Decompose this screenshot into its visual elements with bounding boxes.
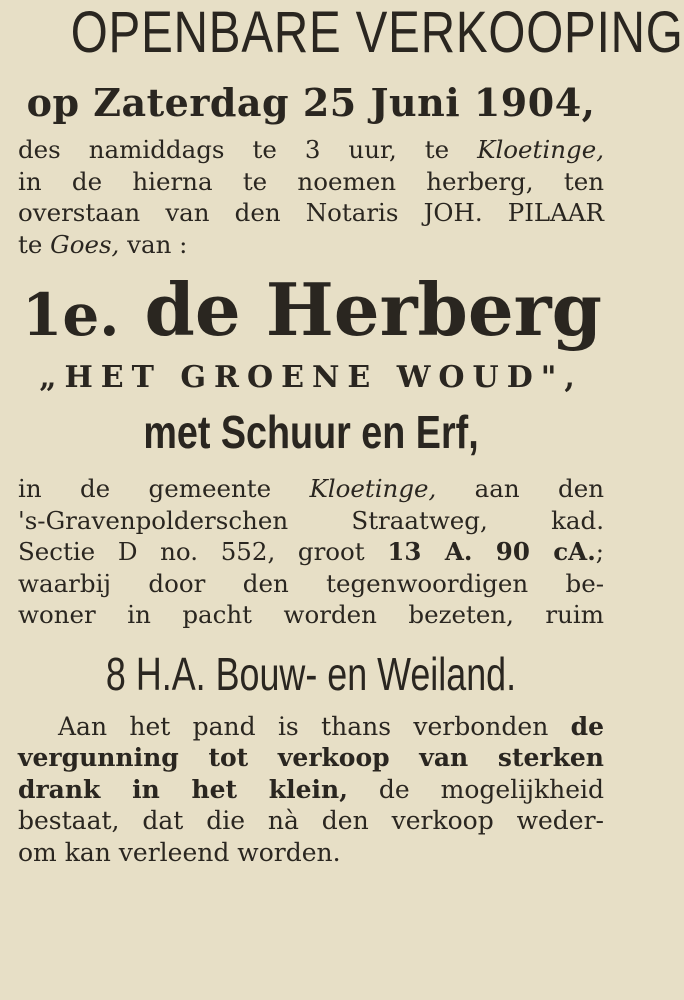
location-line-4: waarbij door den tegenwoordigen be- (18, 568, 604, 598)
license-line-4: bestaat, dat die nà den verkoop weder- (18, 806, 604, 835)
license-line-1: Aan het pand is thans verbonden de (58, 711, 604, 741)
place-goes: Goes, (50, 229, 120, 259)
lot-title (18, 267, 604, 352)
location-line-1: in de gemeente Kloetinge, aan den (18, 474, 605, 503)
heading: OPENBARE VERKOOPING (70, 0, 684, 65)
license-line-5: om kan verleend worden. (18, 837, 341, 867)
property-name: „HET GROENE WOUD", (39, 360, 583, 395)
property-with: met Schuur en Erf, (143, 406, 479, 458)
license-line-3: drank in het klein, de mogelijkheid (18, 774, 604, 804)
intro-line-4: te Goes, van : (18, 229, 188, 259)
intro-paragraph (18, 134, 604, 260)
location-paragraph (18, 473, 604, 631)
intro-line-3: overstaan van den Notaris JOH. PILAAR (18, 198, 604, 227)
location-line-2: 's-Gravenpolderschen Straatweg, kad. (18, 505, 604, 535)
lot-name: de Herberg (144, 267, 602, 352)
location-line-3: Sectie D no. 552, groot 13 A. 90 cA.; (18, 537, 604, 566)
intro-line-2: in de hierna te noemen herberg, ten (18, 166, 604, 196)
area-value: 13 A. 90 cA. (387, 537, 596, 566)
date-line: op Zaterdag 25 Juni 1904, (26, 80, 596, 125)
intro-line-1: des namiddags te 3 uur, te Kloetinge, (18, 135, 604, 164)
lot-number: 1e. (22, 281, 120, 349)
location-line-5: woner in pacht worden bezeten, ruim (18, 600, 604, 629)
license-paragraph (18, 711, 604, 869)
place-kloetinge: Kloetinge, (477, 135, 604, 164)
land-size: 8 H.A. Bouw- en Weiland. (105, 647, 517, 700)
license-line-2: vergunning tot verkoop van sterken (18, 743, 604, 772)
